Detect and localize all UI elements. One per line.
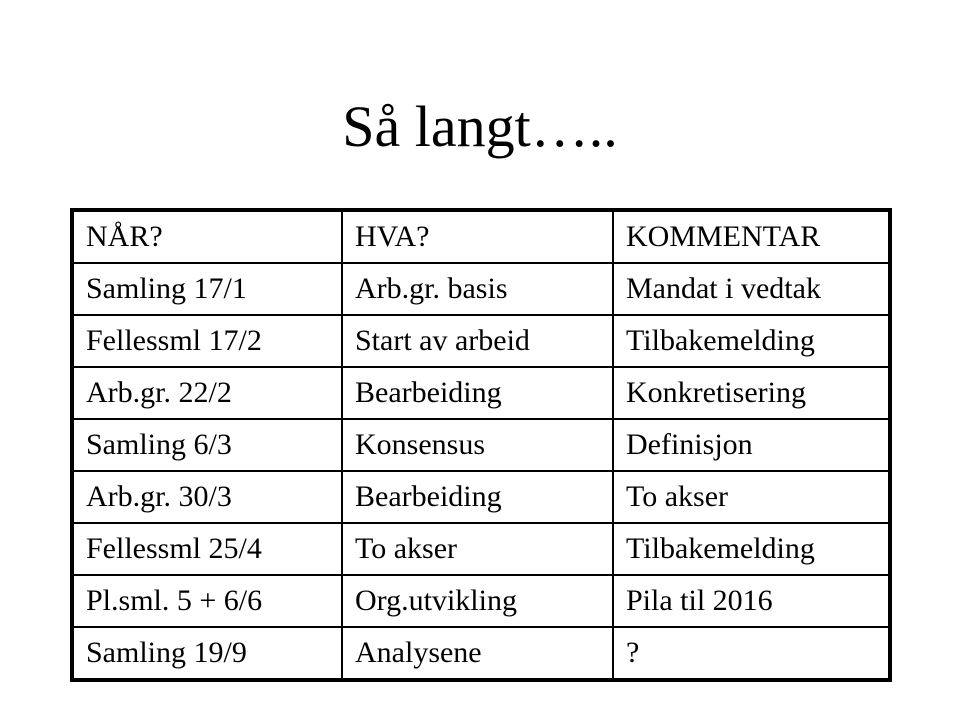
- table-cell-comment: Pila til 2016: [613, 575, 890, 627]
- table-cell-what: Bearbeiding: [342, 471, 613, 523]
- table-cell-what: Org.utvikling: [342, 575, 613, 627]
- table-cell-comment: ?: [613, 627, 890, 680]
- table-cell-comment: Definisjon: [613, 419, 890, 471]
- table-row: [72, 627, 890, 680]
- table-row: [72, 523, 890, 575]
- table-cell-comment: To akser: [613, 471, 890, 523]
- table-cell-what: Start av arbeid: [342, 315, 613, 367]
- table-cell-when: Pl.sml. 5 + 6/6: [72, 575, 342, 627]
- header-cell-comment: KOMMENTAR: [613, 210, 890, 263]
- schedule-table: [70, 208, 892, 682]
- table-cell-when: Samling 17/1: [72, 263, 342, 315]
- table-cell-when: Fellessml 17/2: [72, 315, 342, 367]
- table-row: [72, 575, 890, 627]
- table-row: [72, 263, 890, 315]
- table-cell-what: Bearbeiding: [342, 367, 613, 419]
- table-row: [72, 471, 890, 523]
- table-cell-when: Arb.gr. 30/3: [72, 471, 342, 523]
- table-cell-comment: Konkretisering: [613, 367, 890, 419]
- table-cell-comment: Tilbakemelding: [613, 315, 890, 367]
- table-cell-what: To akser: [342, 523, 613, 575]
- table-cell-what: Analysene: [342, 627, 613, 680]
- table-cell-comment: Tilbakemelding: [613, 523, 890, 575]
- table-row: [72, 315, 890, 367]
- table-cell-when: Fellessml 25/4: [72, 523, 342, 575]
- table-cell-comment: Mandat i vedtak: [613, 263, 890, 315]
- table-row: [72, 367, 890, 419]
- table-cell-when: Samling 6/3: [72, 419, 342, 471]
- table-header-row: [72, 210, 890, 263]
- header-cell-what: HVA?: [342, 210, 613, 263]
- table-cell-when: Arb.gr. 22/2: [72, 367, 342, 419]
- table-cell-what: Konsensus: [342, 419, 613, 471]
- table-row: [72, 419, 890, 471]
- slide-title: Så langt…..: [342, 94, 618, 159]
- table-cell-when: Samling 19/9: [72, 627, 342, 680]
- header-cell-when: NÅR?: [72, 210, 342, 263]
- table-cell-what: Arb.gr. basis: [342, 263, 613, 315]
